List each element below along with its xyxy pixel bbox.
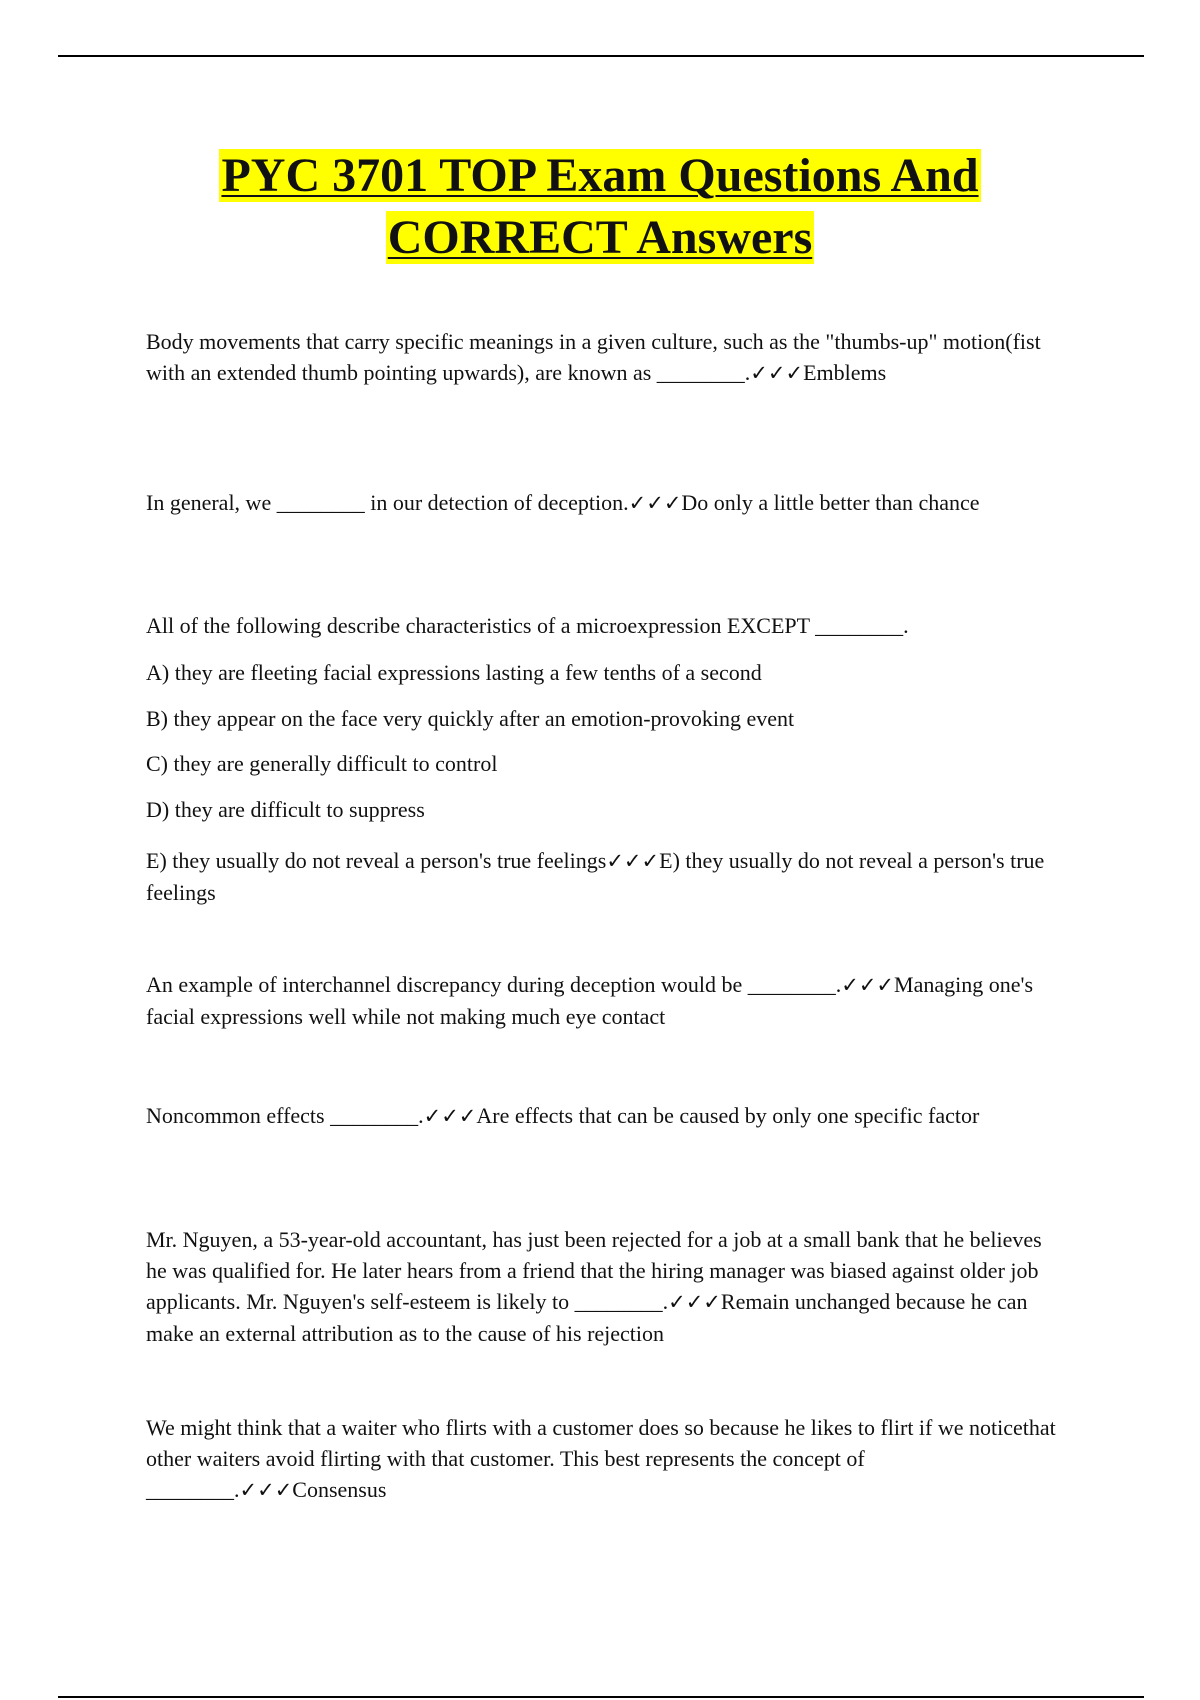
option-d: D) they are difficult to suppress (146, 797, 425, 822)
question-text: All of the following describe characteristics of a microexpression EXCEPT ________. (146, 613, 909, 638)
question-text: Body movements that carry specific meanings in a given culture, such as the "thumbs-up" motion(fist with an extended thumb pointing upwards), are known as ________. (146, 329, 1041, 385)
answer-text: E) they usually do not reveal a person's true feelings (146, 848, 1045, 905)
checkmarks: ✓✓✓ (668, 1290, 721, 1314)
qa-item-5 (146, 1100, 1066, 1132)
question-text: Noncommon effects ________. (146, 1103, 424, 1128)
option-b: B) they appear on the face very quickly after an emotion-provoking event (146, 706, 795, 731)
qa-item-6 (146, 1224, 1066, 1349)
qa-item-2 (146, 487, 1066, 519)
document-title (0, 145, 1200, 269)
option-a: A) they are fleeting facial expressions lasting a few tenths of a second (146, 660, 762, 685)
question-text: We might think that a waiter who flirts with a customer does so because he likes to flirt if we noticethat other waiters avoid flirting with that customer. This best represents the concept of ________. (146, 1415, 1056, 1502)
option-e: E) they usually do not reveal a person's true feelings (146, 848, 607, 873)
question-text: An example of interchannel discrepancy during deception would be ________. (146, 972, 842, 997)
bottom-rule (58, 1696, 1144, 1698)
qa-item-1 (146, 326, 1066, 389)
question-text: Mr. Nguyen, a 53-year-old accountant, has just been rejected for a job at a small bank that he believes he was qualified for. He later hears from a friend that the hiring manager was biased against older job applicants. Mr. Nguyen's self-esteem is likely to ________. (146, 1227, 1042, 1314)
answer-text: Are effects that can be caused by only one specific factor (476, 1103, 980, 1128)
answer-text: Consensus (292, 1477, 387, 1502)
top-rule (58, 55, 1144, 57)
qa-item-3-answer (146, 845, 1066, 908)
checkmarks: ✓✓✓ (239, 1478, 293, 1502)
qa-item-4 (146, 969, 1066, 1032)
checkmarks: ✓✓✓ (750, 361, 804, 385)
answer-text: Emblems (803, 360, 887, 385)
checkmarks: ✓✓✓ (841, 973, 895, 997)
answer-text: Remain unchanged because he can make an external attribution as to the cause of his rejection (146, 1289, 1028, 1346)
qa-item-3 (146, 610, 1066, 641)
answer-text: Managing one's facial expressions well while not making much eye contact (146, 972, 1034, 1029)
answer-text: Do only a little better than chance (681, 490, 980, 515)
title-line-1: PYC 3701 TOP Exam Questions And (221, 149, 979, 202)
checkmarks: ✓✓✓ (423, 1104, 477, 1128)
qa-item-7 (146, 1412, 1066, 1506)
checkmarks: ✓✓✓ (606, 849, 660, 873)
title-line-2: CORRECT Answers (387, 211, 813, 264)
question-text: In general, we ________ in our detection of deception. (146, 490, 629, 515)
option-c: C) they are generally difficult to control (146, 751, 498, 776)
checkmarks: ✓✓✓ (628, 491, 682, 515)
